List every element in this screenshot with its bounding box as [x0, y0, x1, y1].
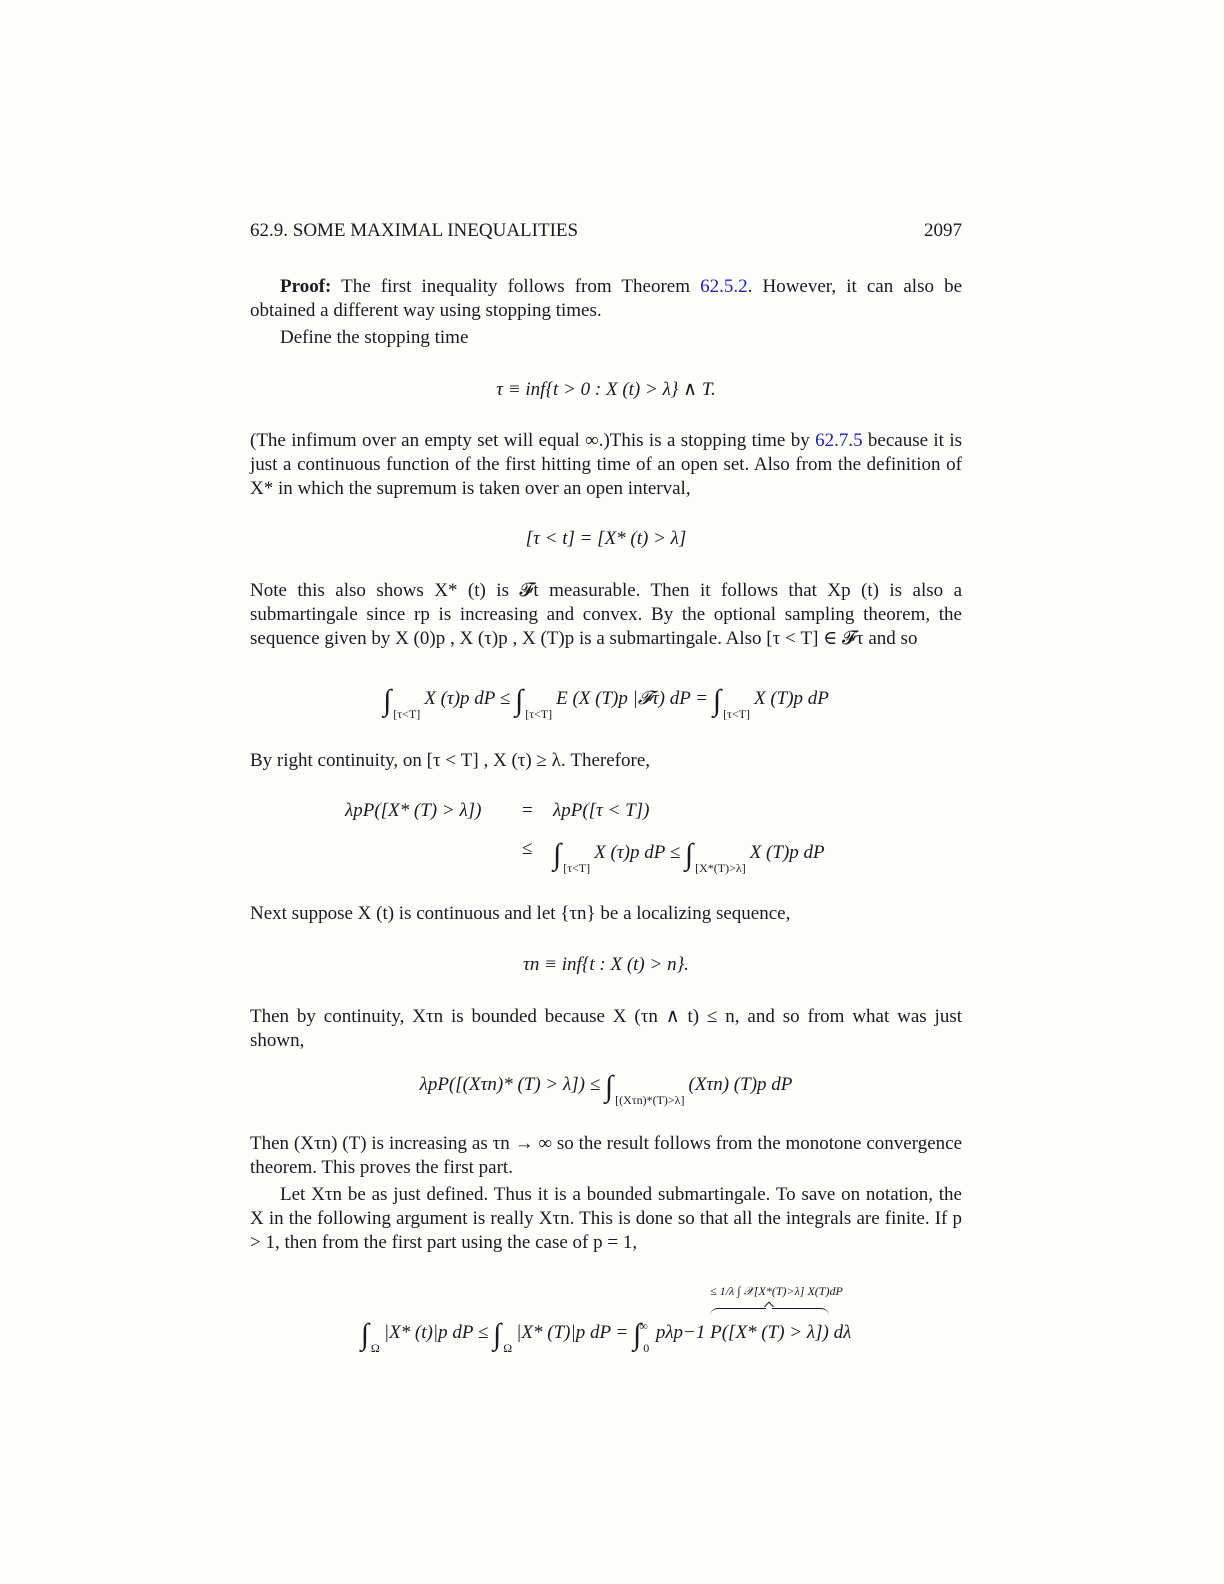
integral-limit: Ω	[370, 1341, 380, 1355]
integral-limit: [X*(T)>λ]	[695, 861, 746, 875]
term: X (T)p dP	[753, 688, 829, 709]
term: |X* (T)|p dP =	[516, 1322, 629, 1343]
paragraph: By right continuity, on [τ < T] , X (τ) ≥ λ. Therefore,	[250, 750, 651, 771]
text: because it is just a continuous function of the first hitting time of an open set. Also from the definition of X* in which the supremum is taken over an open interval,	[250, 430, 962, 499]
term: |X* (t)|p dP ≤	[383, 1322, 489, 1343]
theorem-link[interactable]: 62.5.2	[700, 276, 748, 297]
paragraph: Let Xτn be as just defined. Thus it is a bounded submartingale. To save on notation, the X in the following argument is really Xτn. This is done so that all the integrals are finite. If p > 1, then from the first part using the case of p = 1,	[250, 1184, 962, 1253]
integral-limit: [τ<T]	[393, 707, 421, 721]
term: dλ	[833, 1322, 852, 1343]
page-number: 2097	[924, 220, 962, 241]
integral-lower-limit: 0	[643, 1341, 650, 1355]
overbrace	[710, 1308, 829, 1319]
integral-sign: ∫	[493, 1318, 502, 1351]
text: (The infimum over an empty set will equal ∞.)This is a stopping time by	[250, 430, 816, 451]
integral-sign: ∫	[712, 684, 722, 717]
term: λpP([(Xτn)* (T) > λ]) ≤	[419, 1074, 601, 1095]
integral-sign: ∫	[383, 684, 392, 717]
text: . However, it can also be obtained a different way using stopping times.	[250, 276, 963, 321]
integral-sign: ∫	[553, 838, 562, 871]
equation-integrals	[250, 684, 962, 721]
paragraph: Note this also shows X* (t) is 𝓕t measurable. Then it follows that Xp (t) is also a submartingale since rp is increasing and convex. By the optional sampling theorem, the sequence given by X (0)p , X (τ)p , X (T)p is a submartingale. Also [τ < T] ∈ 𝓕τ and so	[250, 580, 962, 649]
leq: ≤	[522, 838, 533, 859]
integral-sign: ∫	[633, 1318, 642, 1351]
equation-sets: [τ < t] = [X* (t) > λ]	[525, 528, 687, 549]
section-title: 62.9. SOME MAXIMAL INEQUALITIES	[250, 220, 579, 241]
rhs-line-2	[553, 838, 825, 875]
paragraph: Then (Xτn) (T) is increasing as τn → ∞ so the result follows from the monotone convergence theorem. This proves the first part.	[250, 1133, 962, 1178]
integral-sign: ∫	[514, 684, 524, 717]
term: pλp−1	[655, 1322, 706, 1343]
paragraph	[250, 429, 962, 501]
term: X (τ)p dP ≤	[594, 842, 681, 863]
term: (Xτn) (T)p dP	[688, 1074, 793, 1095]
proof-paragraph	[250, 275, 962, 323]
integral-sign: ∫	[360, 1318, 369, 1351]
integral-limit: [τ<T]	[563, 861, 591, 875]
integral-limit: [τ<T]	[723, 707, 750, 721]
equation-final	[250, 1284, 962, 1355]
integral-limit: [(Xτn)*(T)>λ]	[615, 1093, 685, 1107]
term: X (T)p dP	[749, 842, 825, 863]
paragraph: Define the stopping time	[280, 327, 469, 348]
integral-sign: ∫	[604, 1070, 614, 1103]
paragraph: Next suppose X (t) is continuous and let {τn} be a localizing sequence,	[250, 903, 791, 924]
integral-limit: Ω	[503, 1341, 513, 1355]
lhs: λpP([X* (T) > λ])	[345, 800, 482, 821]
equals: =	[522, 800, 533, 821]
overbrace-label: ≤ 1/λ ∫ 𝒳[X*(T)>λ] X(T)dP	[710, 1284, 843, 1298]
term: X (τ)p dP ≤	[424, 688, 511, 709]
equation-stopping-time: τ ≡ inf{t > 0 : X (t) > λ} ∧ T.	[496, 379, 716, 400]
text: The first inequality follows from Theorem	[331, 276, 701, 297]
term: E (X (T)p |𝓕τ) dP =	[556, 688, 709, 709]
integral-sign: ∫	[684, 838, 694, 871]
equation-localizing: τn ≡ inf{t : X (t) > n}.	[523, 954, 689, 975]
paragraph: Then by continuity, Xτn is bounded because X (τn ∧ t) ≤ n, and so from what was just shown,	[250, 1006, 962, 1051]
rhs-line-1: λpP([τ < T])	[553, 800, 650, 821]
integral-upper-limit: ∞	[639, 1319, 648, 1333]
reference-link[interactable]: 62.7.5	[815, 430, 863, 451]
term: P([X* (T) > λ])	[710, 1322, 829, 1343]
equation-localized-bound	[250, 1070, 962, 1107]
integral-limit: [τ<T]	[525, 707, 553, 721]
proof-label: Proof:	[280, 276, 332, 297]
running-header	[250, 220, 962, 242]
